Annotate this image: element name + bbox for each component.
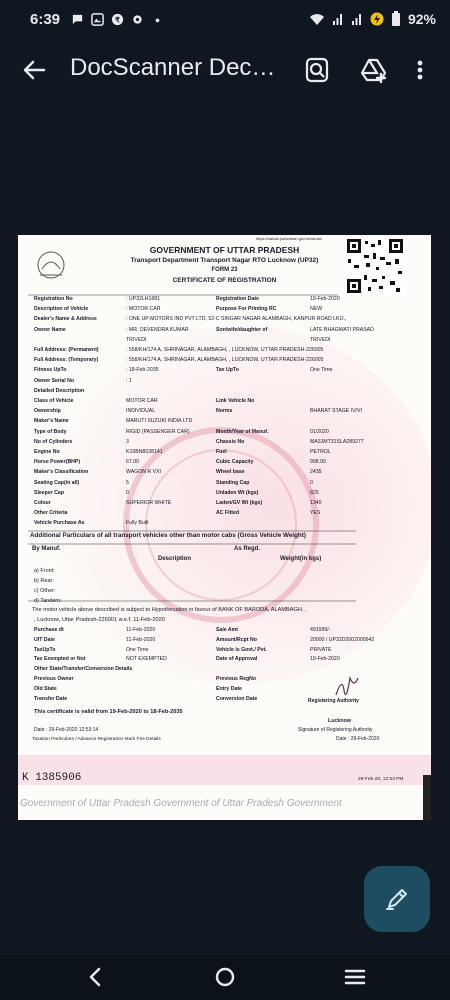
doc-field-l: Colour xyxy=(34,500,51,506)
doc-field-v2: 19-Feb-2020 xyxy=(310,656,340,663)
lens-search-icon[interactable] xyxy=(303,56,331,84)
doc-heading-form: FORM 23 xyxy=(211,267,238,273)
doc-field-l2: Month/Year of Manuf. xyxy=(216,428,269,435)
additional-particulars-title: Additional Particulars of all transport vehicles other than motor cabs (Gross Vehicle Weight) xyxy=(30,532,306,539)
doc-field-v: WAGON R VXI xyxy=(126,469,161,476)
weight-label: Weight(in kgs) xyxy=(280,556,322,562)
by-manuf-label: By Manuf. xyxy=(32,546,61,552)
doc-field-v: NOT EXEMPTED xyxy=(126,656,167,663)
doc-field-l2: Entry Date xyxy=(216,685,242,692)
doc-field-l2: Wheel base xyxy=(216,469,245,476)
doc-field-l2: Purpose For Printing RC xyxy=(216,306,277,313)
doc-field-l: Fitness UpTo xyxy=(34,367,67,374)
doc-field-v: : 558/KH/174 A, SHRINAGAR, ALAMBAGH, , LUCKNOW, UTTAR PRADESH-226005 xyxy=(126,347,324,353)
doc-field-v: MARUTI SUZUKI INDIA LTD xyxy=(126,418,193,425)
doc-field-v2: 998.00 xyxy=(310,459,326,466)
doc-field-l2: AC Fitted xyxy=(216,510,240,517)
edit-fab-button[interactable] xyxy=(364,866,430,932)
doc-field-l: Detailed Description xyxy=(34,387,85,394)
settings-small-icon xyxy=(131,13,144,26)
app-badge-icon xyxy=(111,13,124,26)
doc-field-l: Ownership xyxy=(34,408,61,415)
doc-field-l: Transfer Date xyxy=(34,695,68,702)
battery-percent: 92% xyxy=(407,11,436,27)
nav-recents-icon[interactable] xyxy=(342,964,368,990)
battery-icon xyxy=(391,11,401,27)
doc-field-v2: 01/2020 xyxy=(310,428,329,435)
doc-field-v: TRIVEDI xyxy=(126,336,147,343)
axle-front: a) Front: xyxy=(34,568,55,574)
doc-field-l2: Registration Date xyxy=(216,296,259,302)
add-to-drive-icon[interactable] xyxy=(360,56,388,84)
doc-field-v2: BHARAT STAGE IV/VI xyxy=(310,408,362,415)
doc-field-v2: MA3JMT31SLA289277 xyxy=(310,438,364,445)
doc-field-l: Sleeper Cap xyxy=(34,489,64,496)
doc-field-l: Dealer's Name & Address xyxy=(34,316,97,323)
signal-icon-1 xyxy=(332,12,344,26)
doc-field-v: SUPERIOR WHITE xyxy=(126,500,172,506)
doc-field-v: One Time xyxy=(126,646,149,653)
doc-field-v: : 1 xyxy=(126,377,132,384)
validity-text: This certificate is valid from 19-Feb-2020 to 18-Feb-2035 xyxy=(34,709,183,715)
doc-field-v: 11-Feb-2020 xyxy=(126,627,156,633)
message-bubble-icon xyxy=(71,13,84,26)
doc-field-l: Seating Cap(in all) xyxy=(34,479,80,486)
doc-field-l: Description of Vehicle xyxy=(34,306,89,313)
printed-timestamp: 29-Feb-20, 12:53 PM xyxy=(358,777,404,782)
doc-field-v2: 19-Feb-2020 xyxy=(310,296,340,302)
doc-field-l: Old State xyxy=(34,685,57,692)
doc-field-v: K10BN8038141 xyxy=(126,449,163,455)
doc-field-l: Maker's Classification xyxy=(34,469,89,476)
taxation-particulars: Taxation Particulars / Advance Registration Mark Fee Details xyxy=(32,737,161,742)
doc-field-l2: Norms xyxy=(216,408,233,415)
doc-field-l2: Laden/GV Wt (kgs) xyxy=(216,500,263,506)
doc-field-v2: PETROL xyxy=(310,449,331,455)
doc-field-v: : MOTOR CAR xyxy=(126,306,161,313)
signature-date: Date : 29-Feb-2020 xyxy=(336,736,380,742)
doc-field-v: 0 xyxy=(126,489,129,496)
doc-field-v: INDIVIDUAL xyxy=(126,408,156,415)
doc-field-l: Maker's Name xyxy=(34,418,69,425)
document-title: DocScanner Dec… xyxy=(70,54,276,81)
doc-field-l: TaxUpTo xyxy=(34,646,56,653)
doc-field-l2: Chassis No xyxy=(216,438,245,445)
axle-tandem: d) Tandem: xyxy=(34,598,62,604)
axle-other: c) Other: xyxy=(34,588,56,594)
serial-number: K 1385906 xyxy=(22,772,82,784)
doc-field-l: Class of Vehicle xyxy=(34,398,74,404)
doc-field-v: Fully Built xyxy=(126,520,149,527)
doc-field-v: 3 xyxy=(126,438,129,445)
nav-back-icon[interactable] xyxy=(83,964,109,990)
doc-field-l2: Sale Amt xyxy=(216,627,239,633)
issue-date: Date : 29-Feb-2020 12:53:14 xyxy=(34,727,99,733)
doc-field-l: Tax Exempted or Not xyxy=(34,656,86,663)
doc-url: https://vahan.parivahan.gov.in/vahan/ xyxy=(256,236,323,241)
signal-icon-2 xyxy=(351,12,363,26)
doc-heading-government: GOVERNMENT OF UTTAR PRADESH xyxy=(149,245,300,255)
doc-field-l2: Unladen Wt (kgs) xyxy=(216,489,259,496)
doc-field-l2: Link Vehicle No xyxy=(216,398,255,404)
hypothecation-text-2: , Lucknow, Uttar Pradesh-226001 w.e.f. 11-Feb-2020 xyxy=(34,617,165,623)
doc-field-v: MOTOR CAR xyxy=(126,398,158,404)
doc-field-l: Engine No xyxy=(34,449,60,455)
nav-home-icon[interactable] xyxy=(212,964,238,990)
doc-field-v: 11-Feb-2020 xyxy=(126,636,156,643)
watermark-text: Government of Uttar Pradesh Government of Uttar Pradesh Government xyxy=(20,798,342,809)
doc-field-l: Purchase dt xyxy=(34,627,64,633)
doc-field-l2: Cubic Capacity xyxy=(216,459,254,466)
signature-caption: Signature of Registering Authority xyxy=(298,727,373,733)
doc-field-v: : ONE UP MOTORS IND PVT LTD, 52-C SINGAR NAGAR ALAMBAGH, KANPUR ROAD LKO., xyxy=(126,316,347,323)
doc-field-l: Registration No xyxy=(34,296,73,302)
as-regd-label: As Regd. xyxy=(234,546,261,552)
signature-authority: Registering Authority xyxy=(308,698,359,704)
doc-heading-transport: Transport Department Transport Nagar RTO Lucknow (UP32) xyxy=(130,257,319,264)
doc-field-v2: One Time xyxy=(310,367,333,374)
doc-field-l: Horse Power(BHP) xyxy=(34,459,81,466)
edit-pen-icon xyxy=(383,885,411,913)
doc-field-l2: Vehicle is Govt./ Pvt. xyxy=(216,646,267,653)
doc-field-l2: Standing Cap xyxy=(216,479,250,486)
doc-field-l2: Conversion Date xyxy=(216,695,258,702)
dot-icon xyxy=(151,13,164,26)
signature-city: Lucknow xyxy=(328,718,351,724)
doc-field-v: 5 xyxy=(126,479,129,486)
doc-field-l: Previous Owner xyxy=(34,676,74,682)
doc-field-l2: Amount/Rcpt No xyxy=(216,636,257,643)
doc-field-l: Full Address: (Temporary) xyxy=(34,357,99,364)
doc-field-l: UIT Date xyxy=(34,636,56,643)
wifi-icon xyxy=(309,12,325,26)
doc-field-l: Owner Serial No xyxy=(34,377,75,384)
hypothecation-text: The motor vehicle above described is subject to Hypothecation in favour of BANK OF BARODA, ALAMBAGH, , xyxy=(32,607,307,613)
doc-field-l: Full Address: (Permanent) xyxy=(34,347,99,353)
doc-field-l2: Previous RegNo xyxy=(216,676,257,682)
doc-field-v: RIGID (PASSENGER CAR) xyxy=(126,428,190,435)
doc-field-l: Other Criteria xyxy=(34,510,68,517)
photo-app-icon xyxy=(91,13,104,26)
doc-field-v2: PRIVATE xyxy=(310,646,332,653)
doc-field-l2: Fuel xyxy=(216,449,227,455)
doc-field-l: No of Cylinders xyxy=(34,438,73,445)
doc-field-v: : 18-Feb-2035 xyxy=(126,367,159,374)
app-bar xyxy=(0,42,450,98)
doc-field-v2: LATE BHAGWATI PRASAD xyxy=(310,326,374,333)
doc-field-l: Other State/Transfer/Conversion Details xyxy=(34,666,133,673)
doc-field-v2: 825 xyxy=(310,489,319,496)
status-time: 6:39 xyxy=(30,10,61,28)
doc-field-v2: 20000 / UP32D2002000942 xyxy=(310,636,375,643)
more-options-icon[interactable] xyxy=(412,56,428,84)
system-nav-bar xyxy=(0,955,450,1000)
back-arrow-icon[interactable] xyxy=(20,56,48,84)
doc-field-l2: Date of Approval xyxy=(216,656,258,663)
scanned-document[interactable] xyxy=(18,235,431,820)
doc-field-v2: NEW xyxy=(310,306,323,313)
battery-saver-icon xyxy=(370,11,384,27)
doc-field-v2: TRIVEDI xyxy=(310,336,331,343)
doc-heading-certificate: CERTIFICATE OF REGISTRATION xyxy=(172,277,277,284)
doc-field-v: : UP32LH1881 xyxy=(126,296,161,302)
doc-field-l: Vehicle Purchase As xyxy=(34,520,85,527)
doc-field-v: : 558/KH/174 A, SHRINAGAR, ALAMBAGH, , LUCKNOW, UTTAR PRADESH-226005 xyxy=(126,357,324,364)
status-bar xyxy=(0,0,450,38)
axle-rear: b) Rear: xyxy=(34,578,54,584)
doc-field-v: 67.00 xyxy=(126,459,139,466)
doc-field-v2: YES xyxy=(310,510,321,517)
doc-field-v2: 491999/- xyxy=(310,627,331,633)
svg-text:₹: ₹ xyxy=(115,14,120,24)
doc-field-l2: Son/wife/daughter of xyxy=(216,326,268,333)
doc-field-v2: 0 xyxy=(310,479,313,486)
doc-field-l: Type of Body xyxy=(34,428,67,435)
doc-field-l2: Tax UpTo xyxy=(216,367,239,374)
doc-field-v2: 2435 xyxy=(310,469,322,476)
description-label: Description xyxy=(158,556,192,562)
doc-field-v2: 1340 xyxy=(310,500,322,506)
doc-field-v: : MR. DEVENDRA KUMAR xyxy=(126,326,189,333)
doc-field-l: Owner Name xyxy=(34,326,66,333)
